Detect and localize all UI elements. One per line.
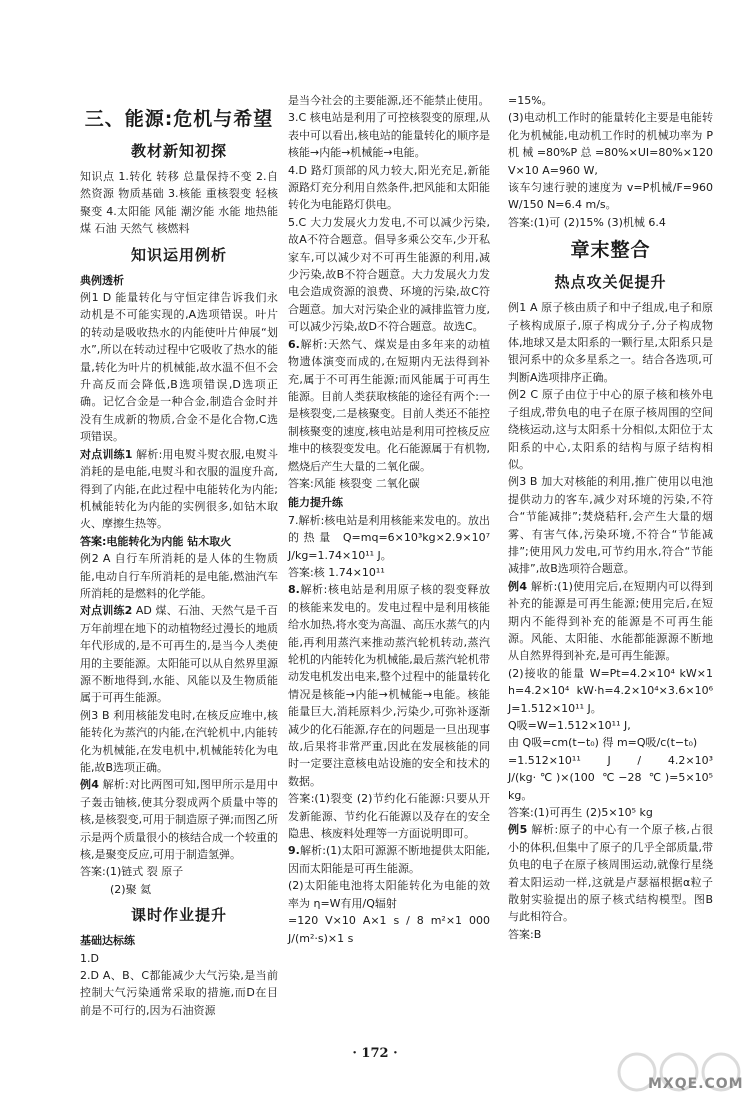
drill-2 [80, 602, 278, 706]
section-title: 三、能源:危机与希望 [84, 108, 274, 130]
example-4-answer-2: (2)聚 氦 [110, 882, 152, 896]
example-1: 例1 D 能量转化与守恒定律告诉我们永动机是不可能实现的,A选项错误。叶片的转动是吸收热水的内能使叶片伸展“划水”,所以在转动过程中它吸收了热水的能量,转化为叶片的机械能,故水温不但不会升高反而会降低,B选项错误,D选项正确。记忆合金是一种合金,制造合金时并没有生成新的物质,合金不是化合物,C选项错误。 [80, 291, 278, 444]
homework-6-text: 解析:天然气、煤炭是由多年来的动植物遗体演变而成的,在短期内无法得到补充,属于不可再生能源;而风能属于可再生能源。目前人类获取核能的途径有两个:一是核裂变,二是核聚变。目前人类还不能控制核聚变的速度,核电站是利用可控核反应堆中的核裂变发电。化石能源属于有机物,燃烧后产生大量的二氧化碳。 [288, 337, 490, 473]
summary-example-5 [508, 821, 713, 925]
ability-practice-heading: 能力提升练 [288, 496, 343, 510]
homework-9-formula: =120 V×10 A×1 s / 8 m²×1 000 J/(m²·s)×1 s [288, 914, 490, 945]
summary-example-5-text: 解析:原子的中心有一个原子核,占很小的体积,但集中了原子的几乎全部质量,带负电的电子在原子核周围运动,就像行星绕着太阳运动一样,这就是卢瑟福根据α粒子散射实验提出的原子核式结构模型。图B与此相符合。 [508, 823, 714, 924]
subtitle-application: 知识运用例析 [130, 245, 227, 264]
basic-practice-heading: 基础达标练 [80, 934, 135, 948]
summary-example-4-e: =1.512×10¹¹ J / 4.2×10³ J/(kg·℃)×(100 ℃−28 ℃)=5×10⁵ kg。 [508, 753, 713, 802]
typical-analysis-heading: 典例透析 [80, 273, 124, 287]
homework-9-part3: (3)电动机工作时的能量转化主要是电能转化为机械能,电动机工作时的机械功率为 P机械=80%P总=80%×UI=80%×120 V×10 A=960 W, [508, 111, 713, 177]
homework-8-text: 解析:核电站是利用原子核的裂变释放的核能来发电的。发电过程中是利用核能给水加热,将水变为高温、高压水蒸气的内能,再利用蒸汽来推动蒸汽轮机转动,蒸汽轮机的内能转化为机械能,最后蒸汽轮机带动发电机发出电来,整个过程中的能量转化情况是核能→内能→机械能→电能。核能能量巨大,消耗原料少,污染少,可弥补逐渐减少的化石能源,存在的问题是一旦出现事故,后果将非常严重,因此在发展核能的同时一定要注意核电站设施的安全和技术的数据。 [288, 583, 490, 788]
homework-9-speed: 该车匀速行驶的速度为 v=P机械/F=960 W/150 N=6.4 m/s。 [508, 181, 713, 212]
column-left [80, 92, 278, 1019]
example-4 [80, 776, 278, 863]
summary-example-4-b: (2)接收的能量 W=Pt=4.2×10⁴ kW×1 h=4.2×10⁴ kW·h=4.2×10⁴×3.6×10⁶ J=1.512×10¹¹ J。 [508, 666, 713, 715]
summary-example-5-answer: 答案:B [508, 927, 542, 941]
column-middle [288, 92, 490, 947]
summary-example-4-d: 由 Q吸=cm(t−t₀) 得 m=Q吸/c(t−t₀) [508, 736, 698, 750]
knowledge-points: 知识点 1.转化 转移 总量保持不变 2.自然资源 物质基础 3.核能 重核裂变 轻核聚变 4.太阳能 风能 潮汐能 水能 地热能 煤 石油 天然气 核燃料 [80, 170, 278, 236]
drill-1-label: 对点训练1 [80, 447, 133, 461]
summary-example-4-answer: 答案:(1)可再生 (2)5×10⁵ kg [508, 806, 653, 820]
homework-7: 7.解析:核电站是利用核能来发电的。放出的热量 Q=mq=6×10³kg×2.9×10⁷ J/kg=1.74×10¹¹ J。 [288, 513, 490, 562]
summary-example-4-c: Q吸=W=1.512×10¹¹ J, [508, 719, 631, 732]
drill-1-text: 解析:用电熨斗熨衣服,电熨斗消耗的是电能,电熨斗和衣服的温度升高,得到了内能,在此过程中电能转化为内能;机械能转化为内能的实例很多,如钻木取火、摩擦生热等。 [80, 447, 279, 531]
drill-1-answer: 答案:电能转化为内能 钻木取火 [80, 534, 232, 548]
homework-9-answer: 答案:(1)可 (2)15% (3)机械 6.4 [508, 215, 666, 229]
example-3: 例3 B 利用核能发电时,在核反应堆中,核能转化为蒸汽的内能,在汽轮机中,内能转化为机械能,在发电机中,机械能转化为电能,故B选项正确。 [80, 708, 278, 774]
chapter-summary-title: 章末整合 [570, 239, 651, 262]
homework-5: 5.C 大力发展火力发电,不可以减少污染,故A不符合题意。倡导多乘公交车,少开私家车,可以减少对不可再生能源的利用,减少污染,故B不符合题意。大力发展火力发电会造成资源的浪费、环境的污染,故C符合题意。加大对污染企业的减排监管力度,可以减少污染,故D不符合题意。故选C。 [288, 215, 490, 334]
homework-9-text: 解析:(1)太阳可源源不断地提供太阳能,因而太阳能是可再生能源。 [288, 844, 490, 875]
summary-example-4-text: 解析:(1)使用完后,在短期内可以得到补充的能源是可再生能源;使用完后,在短期内不能得到补充的能源是不可再生能源。风能、太阳能、水能都能源源不断地从自然界得到补充,是可再生能源。 [508, 579, 713, 663]
example-2: 例2 A 自行车所消耗的是人体的生物质能,电动自行车所消耗的是电能,燃油汽车所消耗的是燃料的化学能。 [80, 552, 278, 600]
drill-1 [80, 446, 278, 533]
homework-9 [288, 842, 490, 877]
homework-9-part2: (2)太阳能电池将太阳能转化为电能的效率为 η=W有用/Q辐射 [288, 879, 490, 910]
subtitle-new-knowledge: 教材新知初探 [130, 142, 227, 160]
homework-8-label: 8. [288, 583, 300, 597]
homework-2: 2.D A、B、C都能减少大气污染,是当前控制大气污染通常采取的措施,而D在目前是不可行的,因为石油资源 [80, 969, 278, 1017]
summary-example-1: 例1 A 原子核由质子和中子组成,电子和原子核构成原子,原子构成分子,分子构成物体,地球又是太阳系的一颗行星,太阳系只是银河系中的众多星系之一。结合各选项,可判断A选项排序正确。 [508, 301, 713, 384]
homework-2-cont: 是当今社会的主要能源,还不能禁止使用。 [288, 94, 490, 107]
column-right [508, 92, 713, 943]
homework-8-answer: 答案:(1)裂变 (2)节约化石能源:只要从开发新能源、节约化石能源以及存在的安全隐患、核废料处理等一方面说明即可。 [288, 792, 490, 841]
homework-6-label: 6. [288, 337, 300, 351]
summary-example-3: 例3 B 加大对核能的利用,推广使用以电池提供动力的客车,减少对环境的污染,不符合“节能减排”;焚烧秸秆,会产生大量的烟雾、有害气体,污染环境,不符合“节能减排”;使用风力发电,可节约用水,符合“节能减排”,故B选项符合题意。 [508, 475, 713, 576]
homework-9-result: =15%。 [508, 94, 553, 107]
page-number: · 172 · [352, 1046, 398, 1061]
example-4-answer: 答案:(1)链式 裂 原子 [80, 865, 184, 879]
drill-2-label: 对点训练2 [80, 604, 133, 618]
summary-example-4 [508, 578, 713, 665]
homework-7-answer: 答案:核 1.74×10¹¹ [288, 565, 385, 579]
homework-3: 3.C 核电站是利用了可控核裂变的原理,从表中可以看出,核电站的能量转化的顺序是核能→内能→机械能→电能。 [288, 111, 490, 160]
homework-8 [288, 581, 490, 790]
watermark-text: MXQE.COM [648, 1076, 744, 1092]
example-4-text: 解析:对比两图可知,图甲所示是用中子轰击铀核,使其分裂成两个质量中等的核,是核裂变,可用于制造原子弹;而图乙所示是两个质量很小的核结合成一个较重的核,是聚变反应,可用于制造氢弹。 [80, 778, 279, 862]
homework-4: 4.D 路灯顶部的风力较大,阳光充足,新能源路灯充分利用自然条件,把风能和太阳能转化为电能路灯供电。 [288, 163, 490, 212]
homework-6-answer: 答案:风能 核裂变 二氧化碳 [288, 476, 420, 490]
hotspot-subtitle: 热点攻关促提升 [554, 273, 667, 292]
homework-6 [288, 336, 490, 475]
summary-example-2: 例2 C 原子由位于中心的原子核和核外电子组成,带负电的电子在原子核周围的空间绕核运动,这与太阳系十分相似,太阳位于太阳系的中心,太阳系的结构与原子结构相似。 [508, 388, 713, 471]
drill-2-text: AD 煤、石油、天然气是千百万年前埋在地下的动植物经过漫长的地质年代形成的,是不可再生的,是当今人类使用的主要能源。太阳能可以从自然界里源源不断地得到,水能、风能以及生物质能属于可再生能源。 [80, 604, 279, 705]
subtitle-homework: 课时作业提升 [130, 906, 227, 925]
summary-example-5-label: 例5 [508, 823, 528, 837]
summary-example-4-label: 例4 [508, 579, 528, 593]
homework-1: 1.D [80, 951, 99, 965]
example-4-label: 例4 [80, 778, 99, 792]
homework-9-label: 9. [288, 844, 300, 858]
